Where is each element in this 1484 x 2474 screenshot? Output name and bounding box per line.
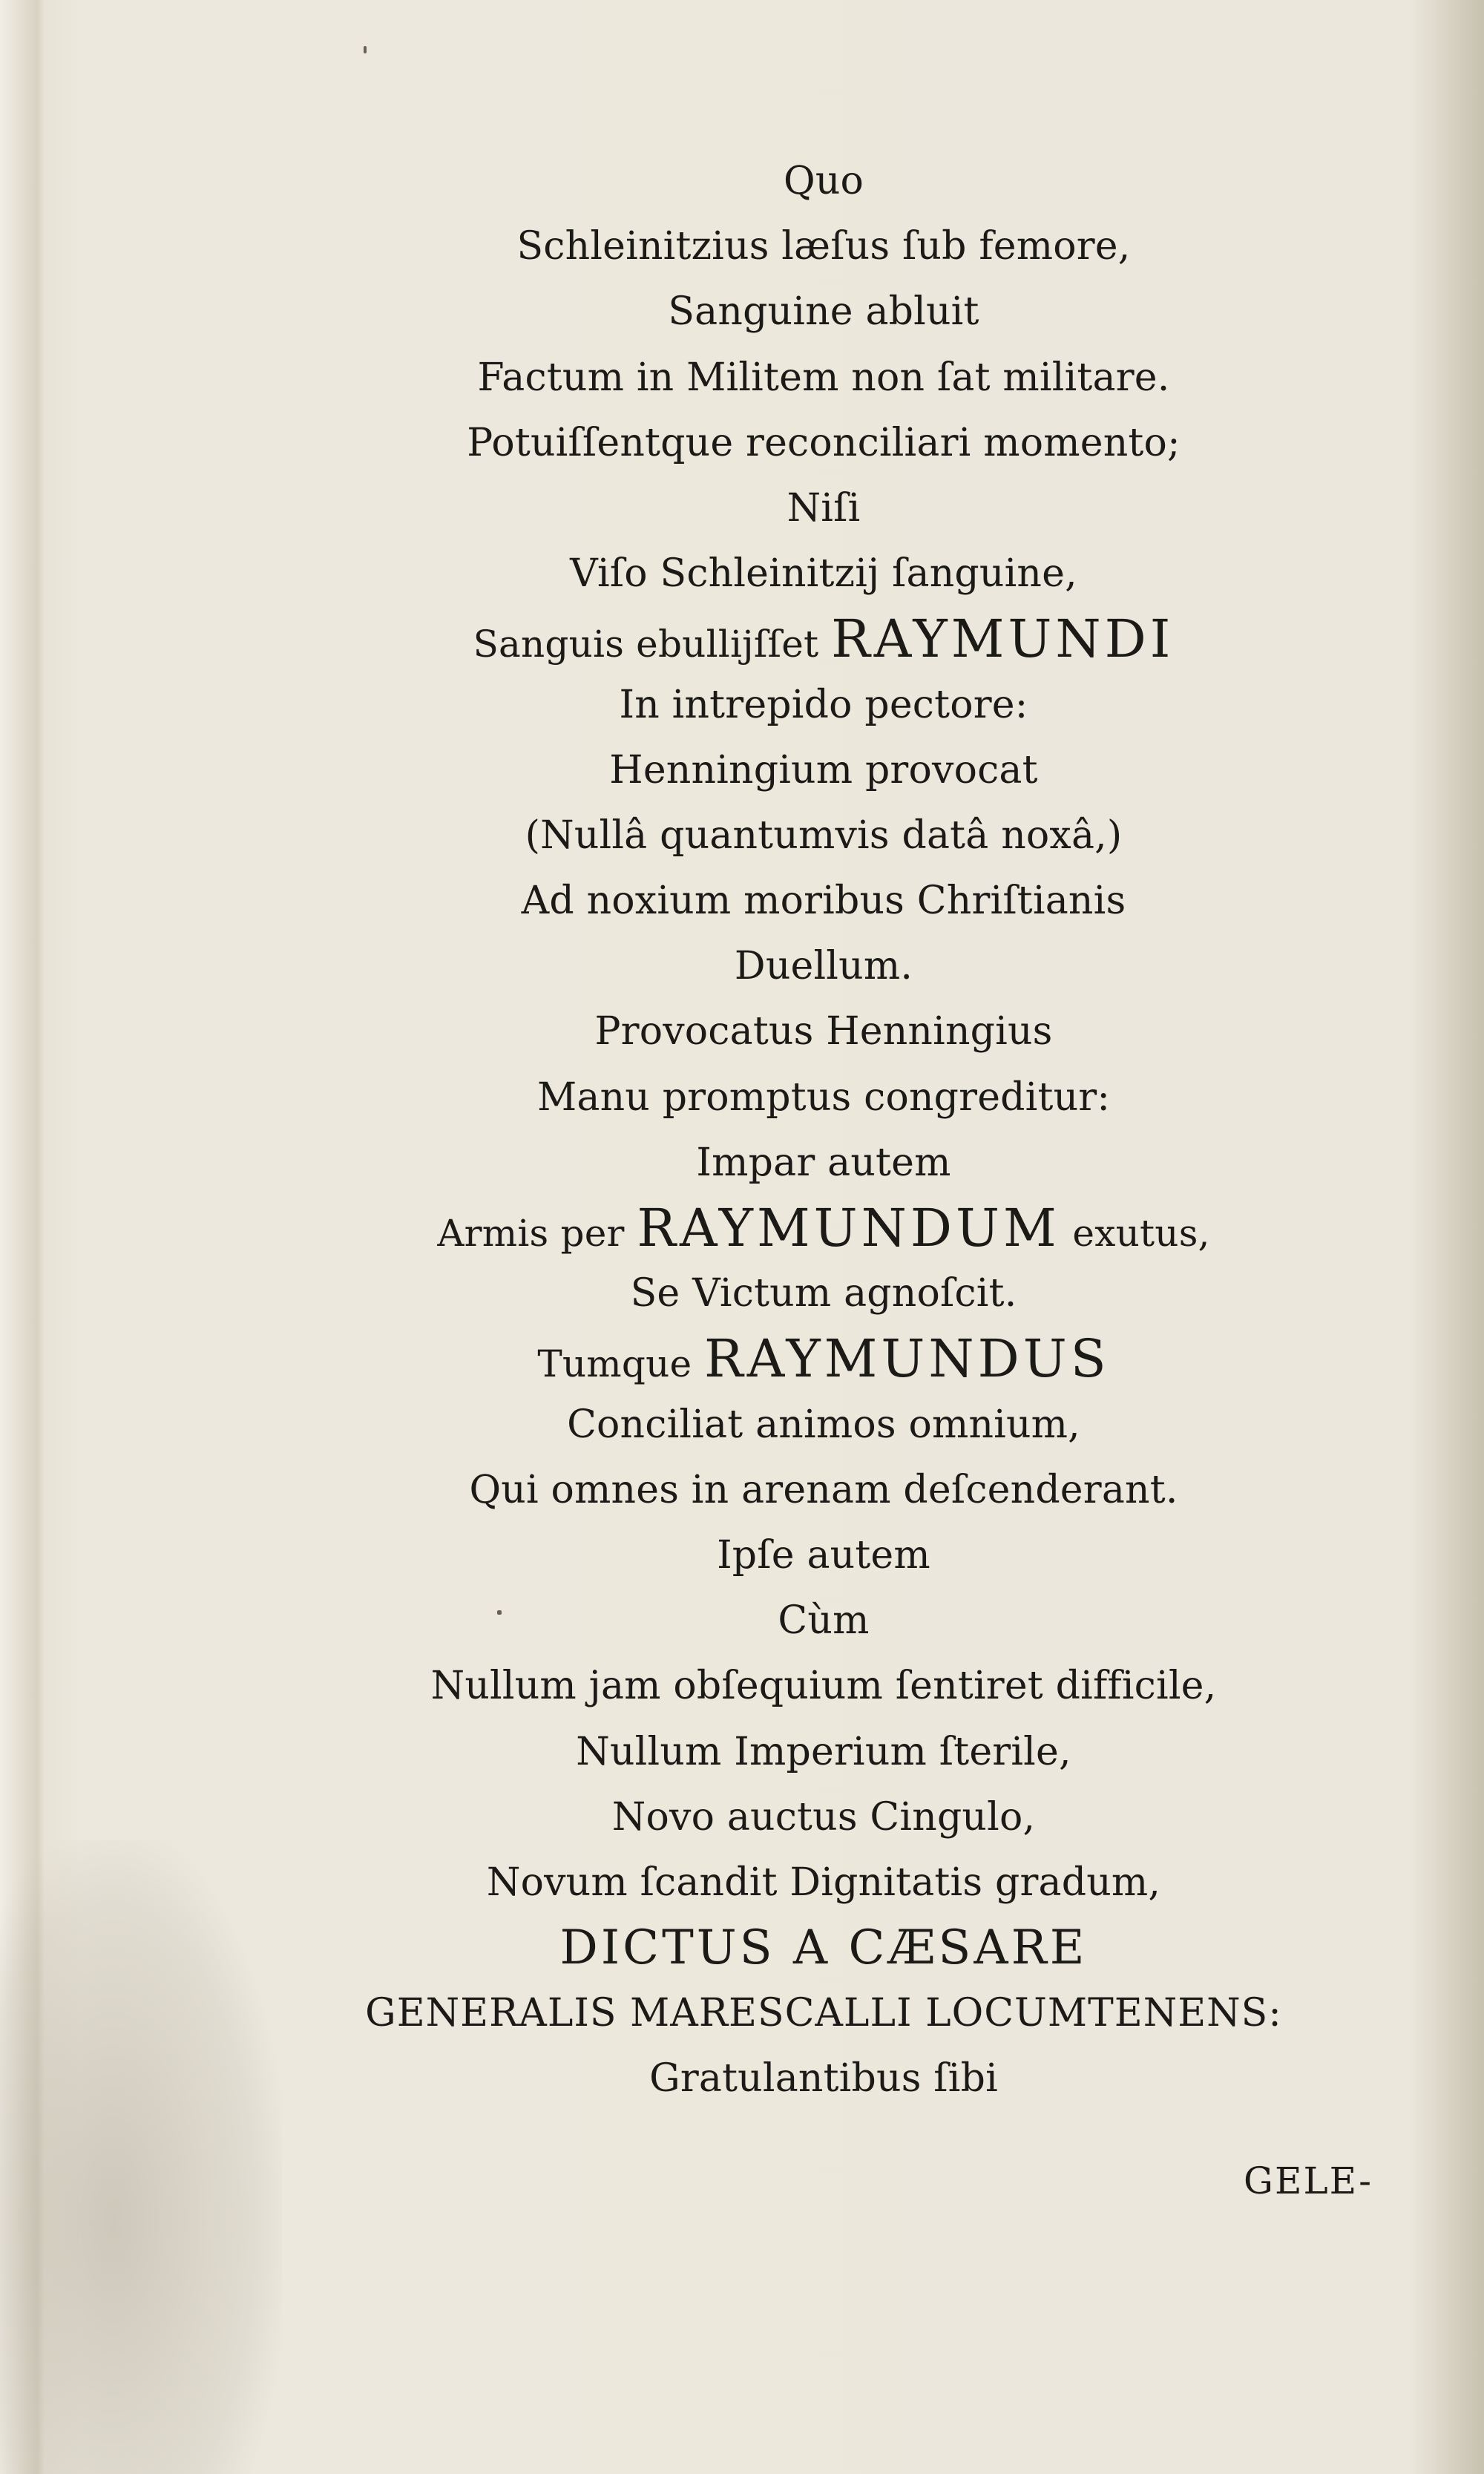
ink-mark [497, 1610, 502, 1615]
title-line: DICTUS A CÆSARE [559, 1920, 1088, 1976]
text-line: Ipſe autem [717, 1532, 930, 1578]
text-line: Henningium provocat [609, 747, 1038, 793]
name-raymundi: RAYMUNDI [831, 608, 1175, 670]
text-line: Potuiſſentque reconciliari momento; [467, 420, 1181, 465]
text-line: Novo auctus Cingulo, [611, 1794, 1036, 1840]
text-line: Impar autem [696, 1140, 951, 1185]
text-line: Duellum. [734, 944, 913, 989]
text-line: Qui omnes in arenam deſcenderant. [469, 1467, 1178, 1512]
text-fragment: Sanguis ebullijſſet [473, 623, 819, 666]
paper-stain [0, 1840, 282, 2474]
text-line: Se Victum agnoſcit. [630, 1271, 1017, 1316]
text-line: In intrepido pectore: [619, 682, 1028, 727]
name-raymundus: RAYMUNDUS [704, 1328, 1110, 1390]
catchword: GELE- [1244, 2159, 1373, 2202]
text-line: (Nullâ quantumvis datâ noxâ,) [525, 813, 1123, 858]
text-line [282, 1326, 1365, 1391]
text-line: Nullum jam obſequium ſentiret difficile, [430, 1664, 1217, 1709]
name-raymundum: RAYMUNDUM [637, 1198, 1060, 1259]
text-line: Provocatus Henningius [594, 1009, 1053, 1054]
text-line: Factum in Militem non ſat militare. [477, 355, 1170, 400]
text-fragment: Tumque [537, 1342, 692, 1386]
text-line [282, 1195, 1365, 1261]
text-fragment: Armis per [437, 1212, 625, 1255]
text-line: Viſo Schleinitzij ſanguine, [570, 551, 1077, 597]
text-line: Schleinitzius læſus ſub femore, [516, 224, 1131, 269]
text-line: Nullum Imperium ſterile, [576, 1729, 1071, 1774]
text-line: Conciliat animos omnium, [567, 1402, 1080, 1447]
text-line: Niſi [787, 485, 861, 531]
text-line: Manu promptus congreditur: [536, 1074, 1111, 1120]
text-line: Sanguine abluit [668, 289, 979, 335]
text-line: Cùm [778, 1598, 870, 1644]
text-line: Novum ſcandit Dignitatis gradum, [486, 1860, 1161, 1905]
text-line: Gratulantibus ſibi [649, 2056, 998, 2101]
text-line: Quo [783, 159, 864, 203]
ink-mark [364, 46, 367, 53]
main-text [282, 148, 1365, 2112]
title-line: GENERALIS MARESCALLI LOCUMTENENS: [365, 1991, 1282, 2036]
text-line [282, 606, 1365, 672]
text-line: Ad noxium moribus Chriſtianis [521, 879, 1126, 924]
text-fragment: exutus, [1072, 1212, 1210, 1255]
